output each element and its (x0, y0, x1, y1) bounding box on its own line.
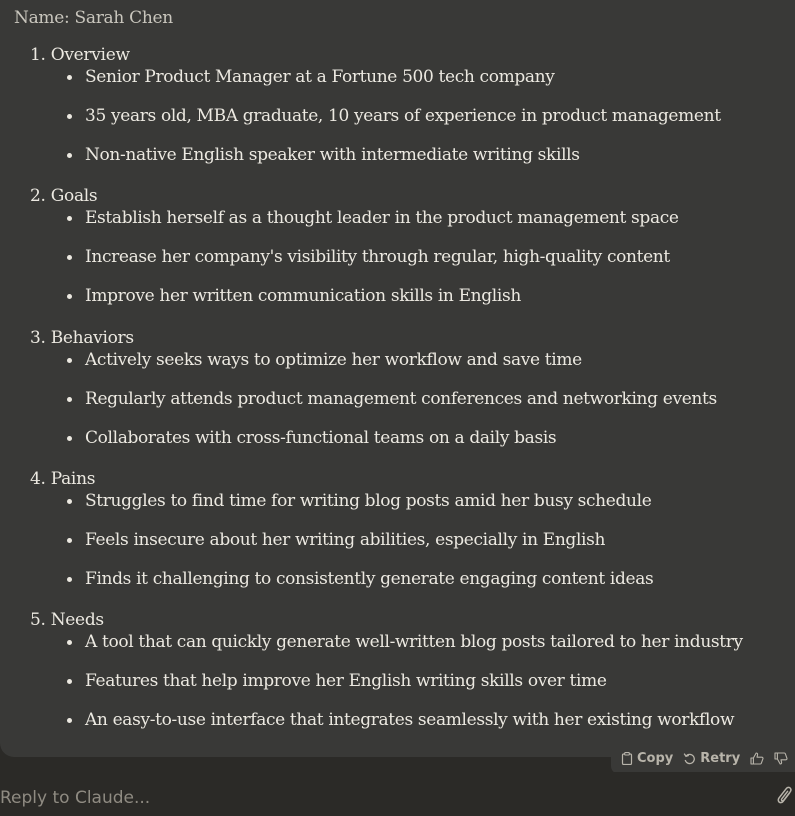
list-item: Non-native English speaker with intermediate writing skills (30, 144, 790, 183)
retry-icon (683, 752, 696, 765)
section-pains (30, 468, 790, 607)
list-item: Features that help improve her English writing skills over time (30, 670, 790, 709)
list-item: Improve her written communication skills in English (30, 285, 790, 324)
section-goals (30, 185, 790, 324)
attach-button[interactable] (777, 784, 793, 812)
list-item: Increase her company's visibility through regular, high-quality content (30, 246, 790, 285)
copy-label: Copy (637, 750, 674, 766)
thumbs-down-icon (774, 752, 788, 765)
list-item: Actively seeks ways to optimize her workflow and save time (30, 349, 790, 388)
list-item: An easy-to-use interface that integrates seamlessly with her existing workflow (30, 709, 790, 748)
reply-input[interactable] (0, 786, 760, 810)
reply-composer (0, 772, 795, 816)
thumbs-up-icon (750, 752, 764, 765)
message-actions (611, 742, 795, 774)
retry-label: Retry (700, 750, 741, 766)
clipboard-icon (621, 752, 633, 765)
list-item: Finds it challenging to consistently generate engaging content ideas (30, 568, 790, 607)
list-item: Regularly attends product management conferences and networking events (30, 388, 790, 427)
section-title: 5. Needs (30, 610, 104, 630)
thumbs-up-button[interactable] (750, 752, 764, 765)
list-item: Senior Product Manager at a Fortune 500 tech company (30, 66, 790, 105)
list-item: Feels insecure about her writing abilities, especially in English (30, 529, 790, 568)
section-behaviors (30, 327, 790, 466)
section-title: 4. Pains (30, 469, 96, 489)
list-item: Struggles to find time for writing blog posts amid her busy schedule (30, 490, 790, 529)
copy-button[interactable] (621, 751, 673, 766)
list-item: Collaborates with cross-functional teams on a daily basis (30, 427, 790, 466)
list-item: Establish herself as a thought leader in the product management space (30, 207, 790, 246)
list-item: A tool that can quickly generate well-written blog posts tailored to her industry (30, 631, 790, 670)
persona-name: Name: Sarah Chen (14, 8, 173, 28)
paperclip-icon (777, 784, 793, 808)
section-title: 1. Overview (30, 45, 130, 65)
section-title: 2. Goals (30, 186, 98, 206)
thumbs-down-button[interactable] (774, 752, 788, 765)
section-title: 3. Behaviors (30, 328, 134, 348)
section-overview (30, 44, 790, 183)
list-item: 35 years old, MBA graduate, 10 years of experience in product management (30, 105, 790, 144)
retry-button[interactable] (683, 751, 740, 766)
section-needs (30, 609, 790, 748)
